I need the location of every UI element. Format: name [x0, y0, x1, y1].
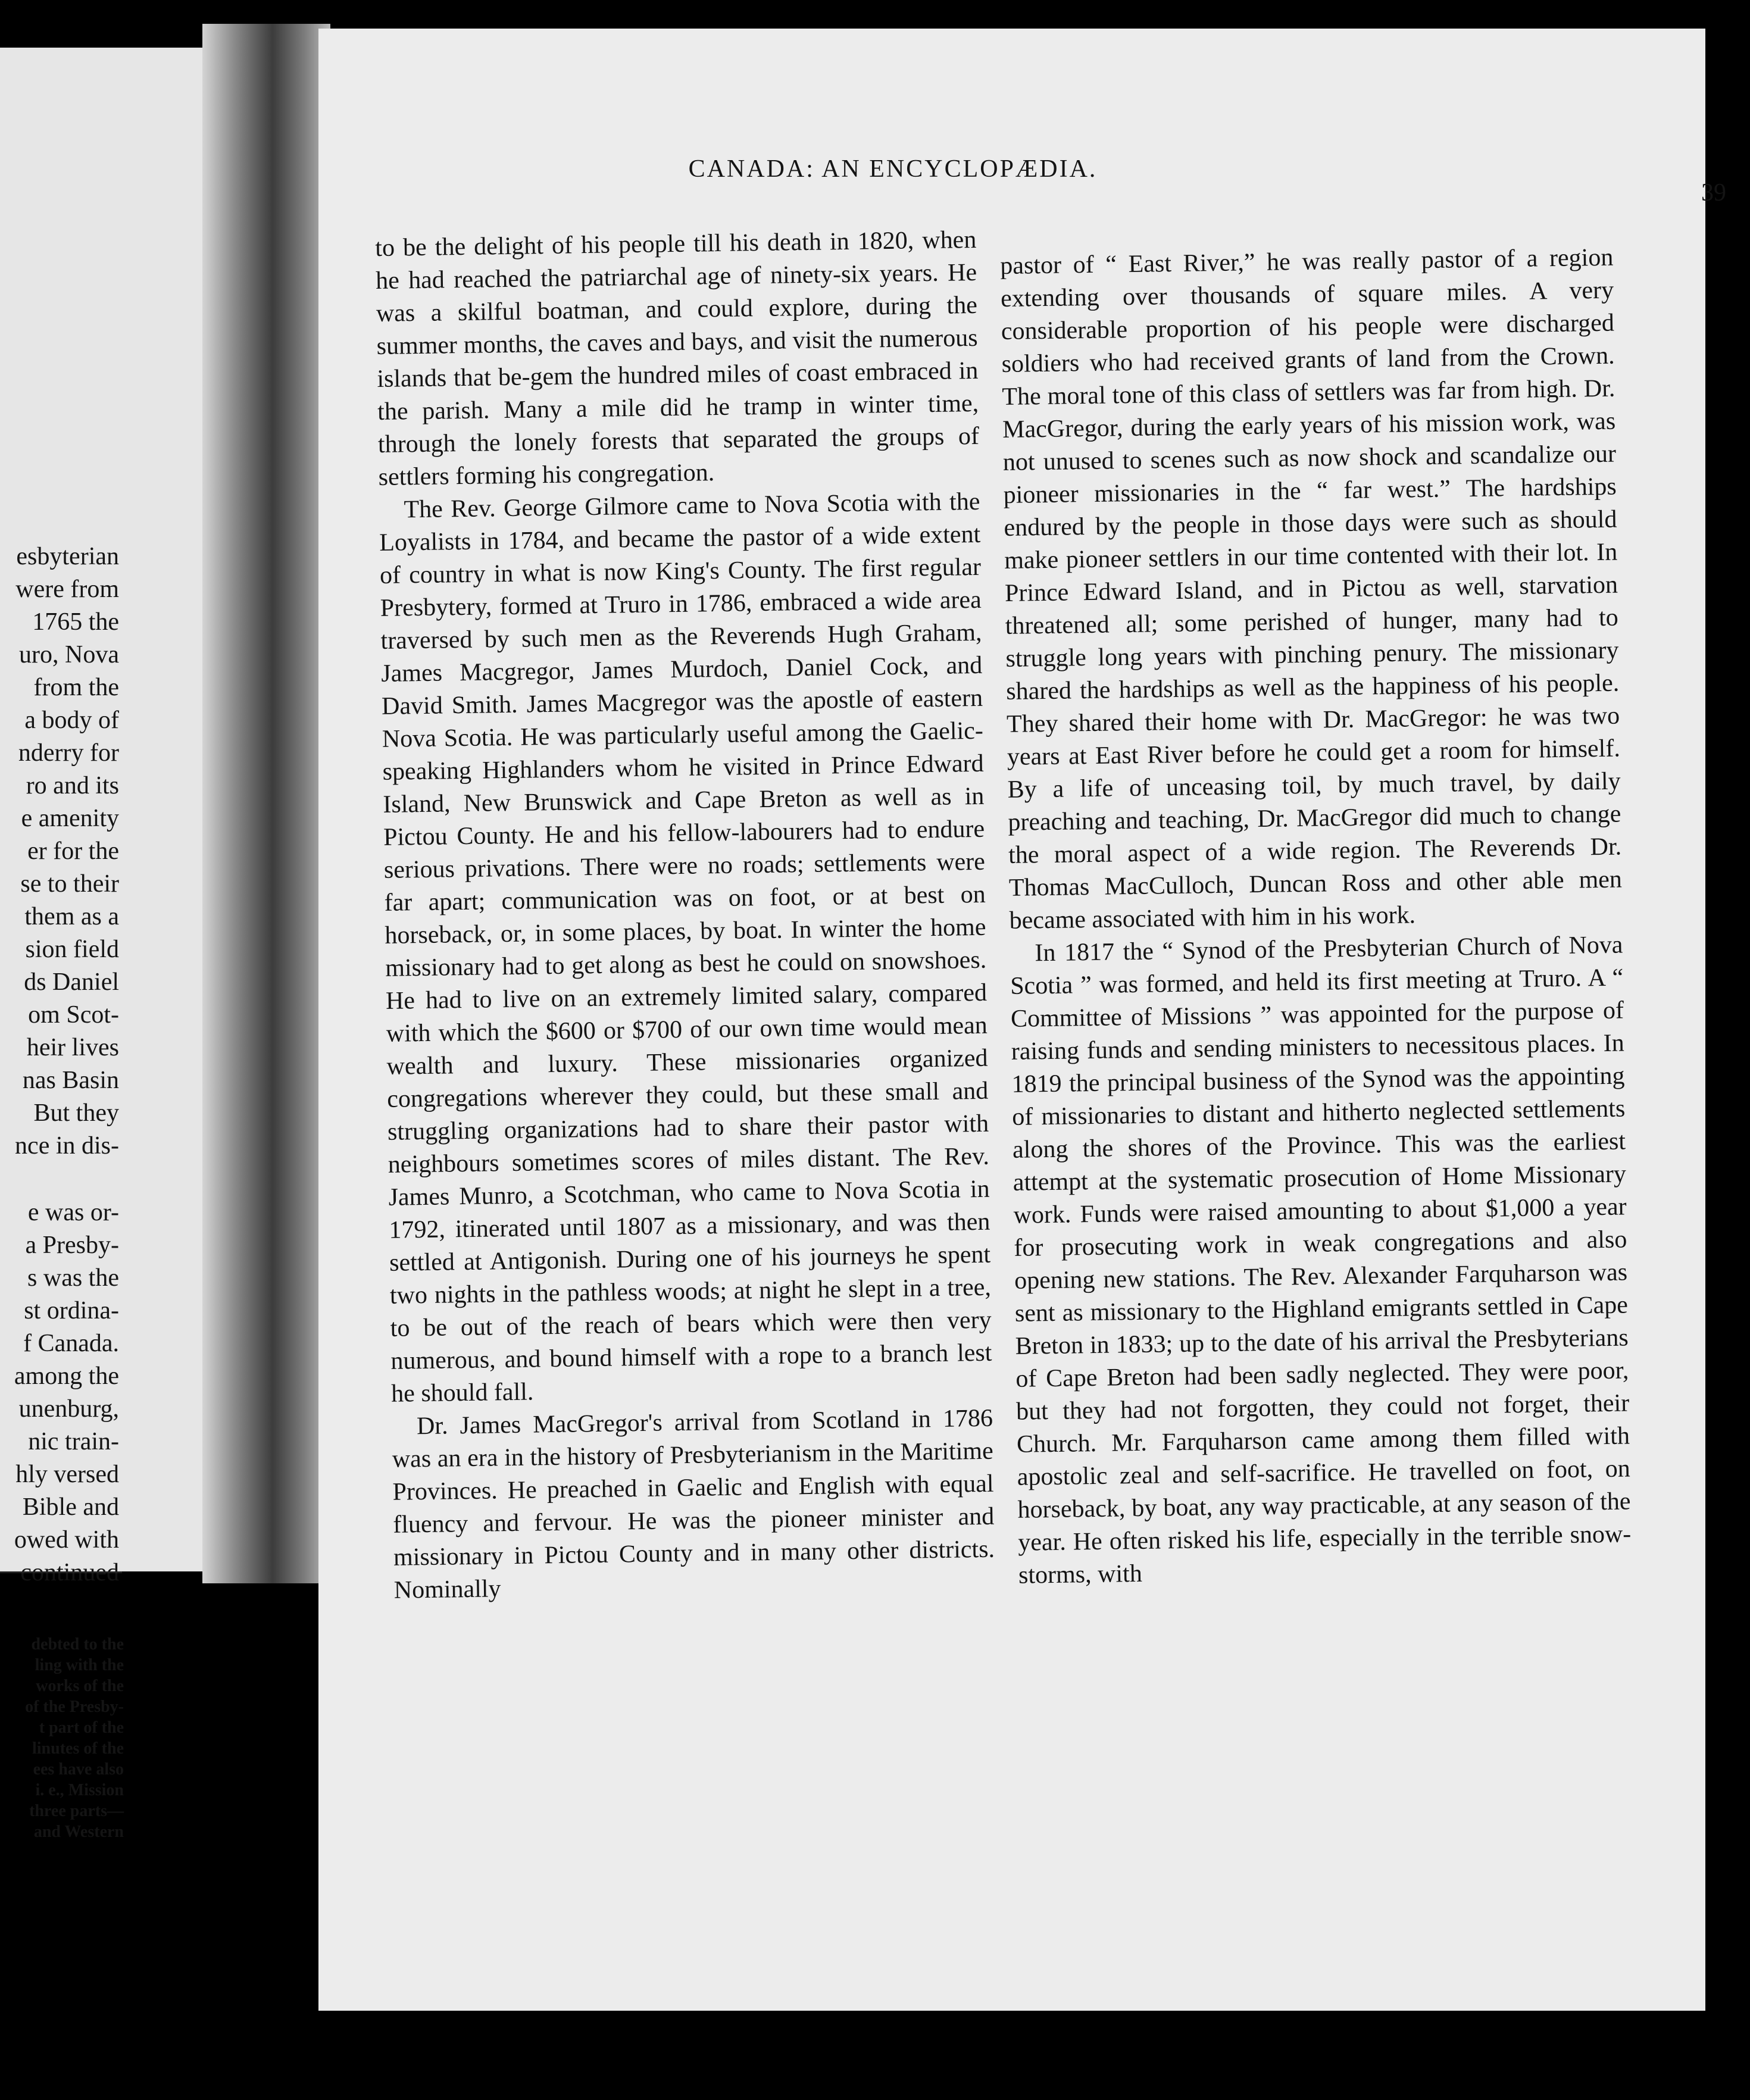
paragraph: In 1817 the “ Synod of the Presbyterian Church of Nova Scotia ” was formed, and held its first meeting at Truro. A “ Committee of Missions ” was appointed for the purpose of raising funds and sending ministers to necessitous places. In 1819 the principal business of the Synod was the appointing of missionaries to distant and hitherto neglected settlements along the shores of the Province. This was the earliest attempt at the systematic prosecution of Home Missionary work. Funds were raised amounting to about $1,000 a year for prosecuting work in weak congregations and also opening new stations. The Rev. Alexander Farquharson was sent as missionary to the Highland emigrants settled in Cape Breton in 1833; up to the date of his arrival the Presbyterians of Cape Breton had been sadly neglected. They were poor, but they had not forgotten, they could not forget, their Church. Mr. Farquharson came among them filled with apostolic zeal and self-sacrifice. He travelled on foot, on horseback, by boat, any way practicable, at any season of the year. He often risked his life, especially in the terrible snow-storms, with [1010, 931, 1632, 1589]
footnote-line: debted to the [31, 1635, 124, 1654]
footnote-line: ees have also [33, 1760, 124, 1779]
text-line: 1765 the [32, 608, 119, 636]
footnote-line: and Western [33, 1823, 124, 1841]
text-line: esbyterian [16, 543, 119, 570]
page-number: 39 [1701, 179, 1726, 207]
text-line: sion field [25, 936, 119, 963]
text-line: nas Basin [22, 1067, 119, 1094]
paragraph: pastor of “ East River,” he was really pastor of a region extending over thousands of square miles. A very considerable proportion of his people were discharged soldiers who had received grants of land from the Crown. The moral tone of this class of settlers was far from high. Dr. MacGregor, during the early years of his mission work, was not unused to scenes such as now shock and scandalize our pioneer missionaries in the “ far west.” The hardships endured by the people in those days were such as should make pioneer settlers in our time contented with their lot. In Prince Edward Island, and in Pictou as well, starvation threatened all; some perished of hunger, many had to struggle long years with pinching penury. The missionary shared the hardships as well as the happiness of his people. They shared their home with Dr. MacGregor: he was two years at East River before he could get a room for himself. By a life of unceasing toil, by much travel, by daily preaching and teaching, Dr. MacGregor did much to change the moral aspect of a wide region. The Reverends Dr. Thomas MacCulloch, Duncan Ross and other able men became associated with him in his work. [1000, 243, 1623, 935]
text-column-right [1000, 242, 1632, 1592]
paragraph: Dr. James MacGregor's arrival from Scotland in 1786 was an era in the history of Presbyterianism in the Maritime Provinces. He preached in Gaelic and English with equal fluency and fervour. He was the pioneer minister and missionary in Pictou County and in many other districts. Nominally [392, 1404, 995, 1604]
text-line: om Scot- [28, 1001, 119, 1029]
text-line: e amenity [21, 805, 119, 832]
footnote-rule [0, 1571, 122, 1573]
text-line: se to their [20, 870, 119, 898]
text-line: st ordina- [24, 1297, 119, 1324]
text-line: ro and its [26, 772, 119, 799]
text-line: e was or- [27, 1199, 119, 1226]
text-line: hly versed [15, 1461, 119, 1488]
text-line: s was the [27, 1264, 119, 1292]
paragraph: to be the delight of his people till his death in 1820, when he had reached the patriarchal age of ninety-six years. He was a skilful boatman, and could explore, during the summer months, the caves and bays, and visit the numerous islands that be-gem the hundred miles of coast embraced in the parish. Many a mile did he tramp in winter time, through the lonely forests that separated the groups of settlers forming his congregation. [375, 226, 980, 491]
text-line: nic train- [28, 1428, 119, 1455]
text-line: er for the [27, 838, 119, 865]
text-line: heir lives [26, 1034, 119, 1061]
text-line: among the [14, 1362, 119, 1390]
footnote-line: three parts— [29, 1802, 124, 1820]
footnote-line: of the Presby- [25, 1698, 124, 1716]
text-line: owed with [14, 1526, 119, 1554]
text-line: a Presby- [25, 1232, 119, 1259]
text-line: But they [33, 1099, 119, 1127]
text-line: f Canada. [23, 1330, 119, 1357]
text-line: them as a [24, 903, 119, 930]
text-line: ds Daniel [24, 968, 119, 996]
footnote-line: ling with the [35, 1656, 124, 1674]
book-spine-shadow [202, 24, 330, 1583]
left-page-fragments-top [15, 540, 119, 1162]
footnote-line: i. e., Mission [35, 1781, 124, 1799]
left-page-footnote [25, 1634, 124, 1842]
text-column-left [375, 224, 995, 1607]
footnote-line: t part of the [39, 1718, 124, 1737]
running-header: CANADA: AN ENCYCLOPÆDIA. [688, 155, 1098, 183]
text-line: a body of [24, 707, 119, 734]
left-page-fragments-bottom [14, 1196, 119, 1589]
text-line: unenburg, [18, 1395, 119, 1423]
paragraph: The Rev. George Gilmore came to Nova Scotia with the Loyalists in 1784, and became the pastor of a wide extent of country in what is now King's County. The first regular Presbytery, formed at Truro in 1786, embraced a wide area traversed by such men as the Reverends Hugh Graham, James Macgregor, James Murdoch, Daniel Cock, and David Smith. James Macgregor was the apostle of eastern Nova Scotia. He was particularly useful among the Gaelic-speaking Highlanders whom he visited in Prince Edward Island, New Brunswick and Cape Breton as well as in Pictou County. He and his fellow-labourers had to endure serious privations. There were no roads; settlements were far apart; communication was on foot, or at best on horseback, or, in some places, by boat. In winter the home missionary had to get along as best he could on snowshoes. He had to live on an extremely limited salary, compared with which the $600 or $700 of our own time would mean wealth and luxury. These missionaries organized congregations wherever they could, but these small and struggling organizations had to share their pastor with neighbours sometimes scores of miles distant. The Rev. James Munro, a Scotchman, who came to Nova Scotia in 1792, itinerated until 1807 as a missionary, and was then settled at Antigonish. During one of his journeys he spent two nights in the pathless woods; at night he slept in a tree, to be out of the reach of bears which were then very numerous, and bound himself with a rope to a branch lest he should fall. [379, 488, 992, 1408]
text-line: Bible and [22, 1493, 119, 1521]
text-line: from the [33, 674, 119, 701]
text-line: were from [15, 576, 119, 603]
footnote-line: linutes of the [32, 1739, 124, 1758]
text-line: uro, Nova [19, 641, 119, 668]
text-line: nce in dis- [15, 1132, 119, 1160]
text-line: continued [20, 1559, 119, 1586]
text-line: nderry for [18, 739, 119, 767]
footnote-line: works of the [36, 1677, 124, 1695]
